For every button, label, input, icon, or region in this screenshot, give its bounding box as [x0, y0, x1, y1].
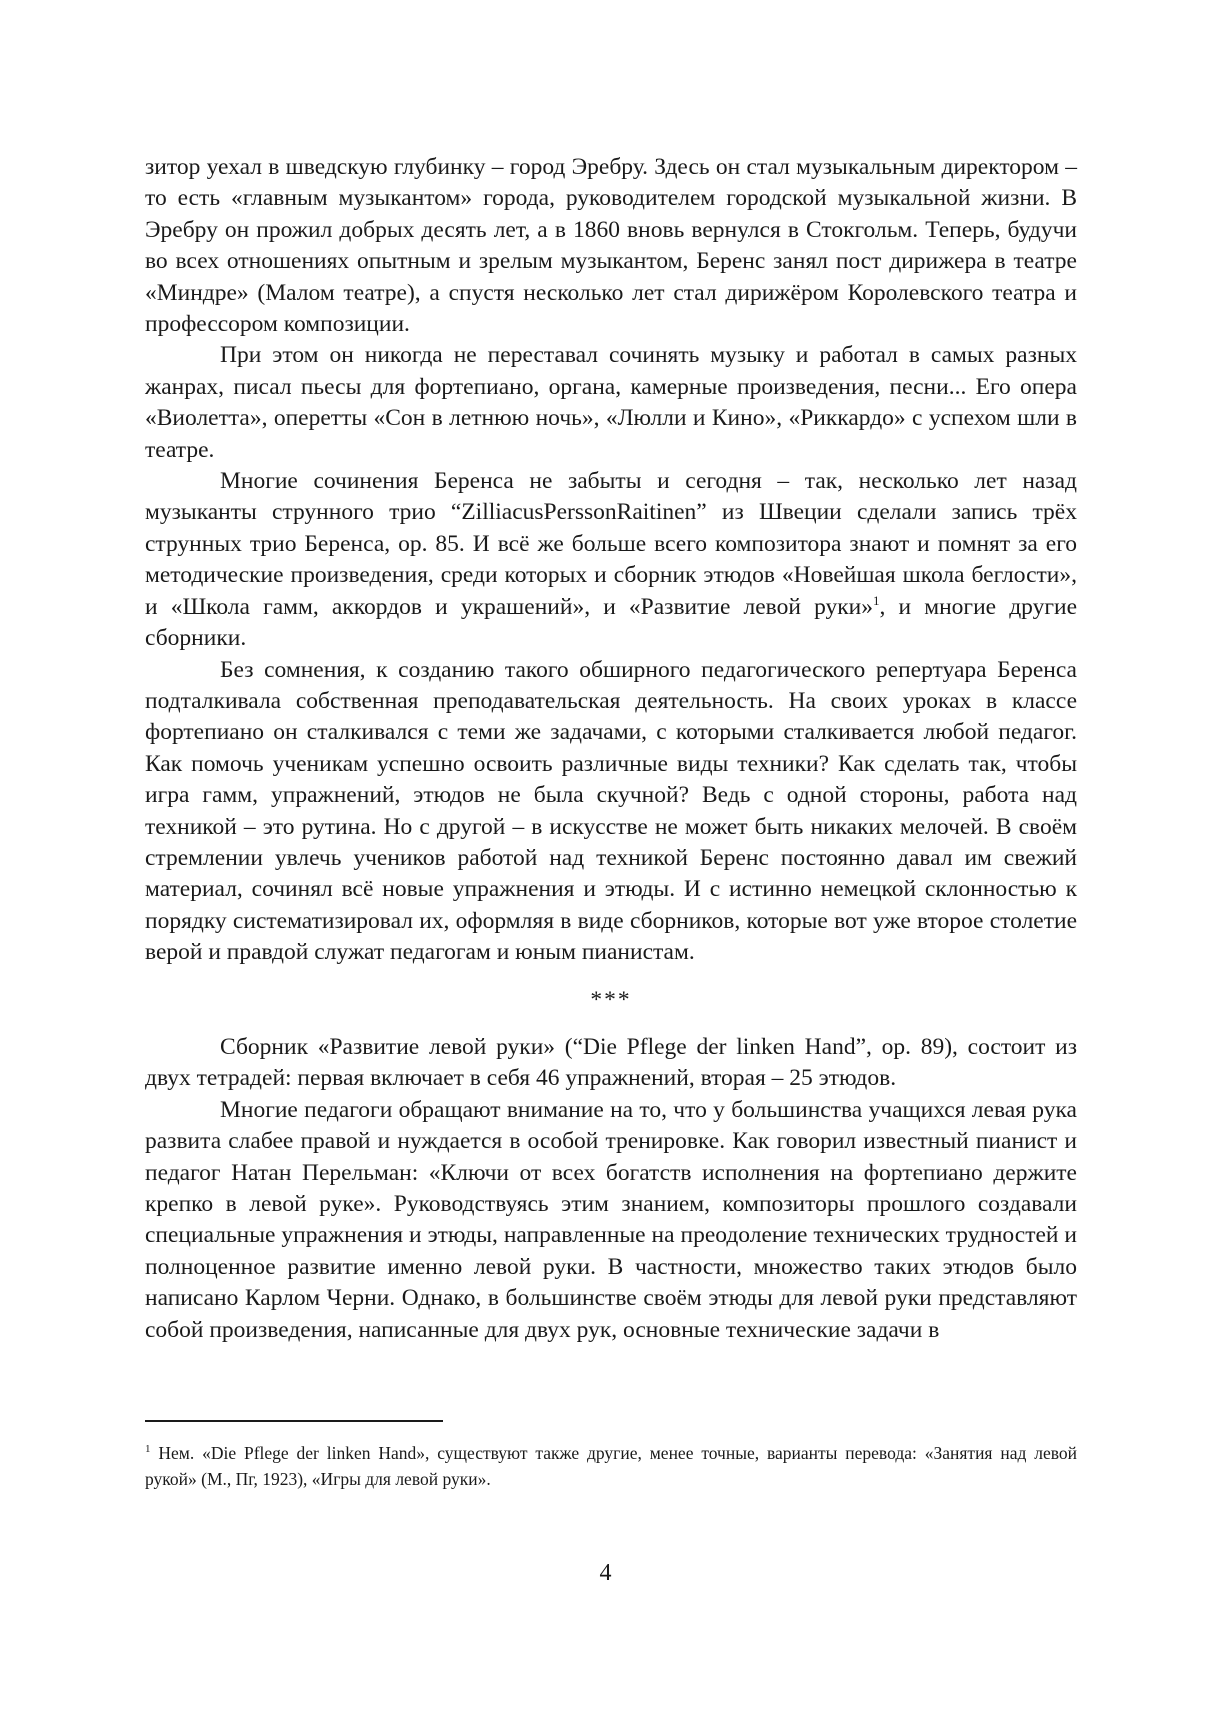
- paragraph-6: Многие педагоги обращают внимание на то, что у большинства учащихся левая рука развита слабее правой и нуждается в особой тренировке. Как говорил известный пианист и педагог Натан Перельман: «Ключи от всех богатств исполнения на фортепиано держите крепко в левой руке». Руководствуясь этим знанием, композиторы прошлого создавали специальные упражнения и этюды, направленные на преодоление технических трудностей и полноценное развитие именно левой руки. В частности, множество таких этюдов было написано Карлом Черни. Однако, в большинстве своём этюды для левой руки представляют собой произведения, написанные для двух рук, основные технические задачи в: [145, 1096, 1077, 1343]
- paragraph-3: [145, 466, 1077, 654]
- section-separator: ***: [590, 986, 632, 1013]
- paragraph-1: зитор уехал в шведскую глубинку – город Эребру. Здесь он стал музыкальным директором – то есть «главным музыкантом» города, руководителем городской музыкальной жизни. В Эребру он прожил добрых десять лет, а в 1860 вновь вернулся в Стокгольм. Теперь, будучи во всех отношениях опытным и зрелым музыкантом, Беренс занял пост дирижера в театре «Миндре» (Малом театре), а спустя несколько лет стал дирижёром Королевского театра и профессором композиции.: [145, 154, 1077, 338]
- main-text: [145, 152, 1077, 1346]
- footnote-mark: 1: [145, 1443, 151, 1456]
- paragraph-2: При этом он никогда не переставал сочинять музыку и работал в самых разных жанрах, писал пьесы для фортепиано, органа, камерные произведения, песни... Его опера «Виолетта», оперетты «Сон в летнюю ночь», «Люлли и Кино», «Риккардо» с успехом шли в театре.: [145, 342, 1077, 463]
- page-number: 4: [599, 1560, 612, 1586]
- paragraph-3-text-end: , и многие другие сборники.: [145, 593, 1077, 652]
- paragraph-4: Без сомнения, к созданию такого обширного педагогического репертуара Беренса подталкивала собственная преподавательская деятельность. На своих уроках в классе фортепиано он сталкивался с теми же задачами, с которыми сталкивается любой педагог. Как помочь ученикам успешно освоить различные виды техники? Как сделать так, чтобы игра гамм, упражнений, этюдов не была скучной? Ведь с одной стороны, работа над техникой – это рутина. Но с другой – в искусстве не может быть никаких мелочей. В своём стремлении увлечь учеников работой над техникой Беренс постоянно давал им свежий материал, сочинял всё новые упражнения и этюды. И с истинно немецкой склонностью к порядку систематизировал их, оформляя в виде сборников, которые вот уже второе столетие верой и правдой служат педагогам и юным пианистам.: [145, 656, 1077, 966]
- footnote-reference: 1: [873, 592, 880, 608]
- footnote: [145, 1440, 1077, 1492]
- footnote-text: Нем. «Die Pflege der linken Hand», существуют также другие, менее точные, варианты перевода: «Занятия над левой рукой» (М., Пг, 1923), «Игры для левой руки».: [145, 1443, 1077, 1489]
- footnote-divider: [145, 1420, 443, 1422]
- paragraph-5: Сборник «Развитие левой руки» (“Die Pflege der linken Hand”, ор. 89), состоит из двух тетрадей: первая включает в себя 46 упражнений, вторая – 25 этюдов.: [145, 1033, 1077, 1092]
- paragraph-3-text: Многие сочинения Беренса не забыты и сегодня – так, несколько лет назад музыканты струнного трио “ZilliacusPerssonRaitinen” из Швеции сделали запись трёх струнных трио Беренса, ор. 85. И всё же больше всего композитора знают и помнят за его методические произведения, среди которых и сборник этюдов «Новейшая школа беглости», и «Школа гамм, аккордов и украшений», и «Развитие левой руки»: [145, 468, 1077, 620]
